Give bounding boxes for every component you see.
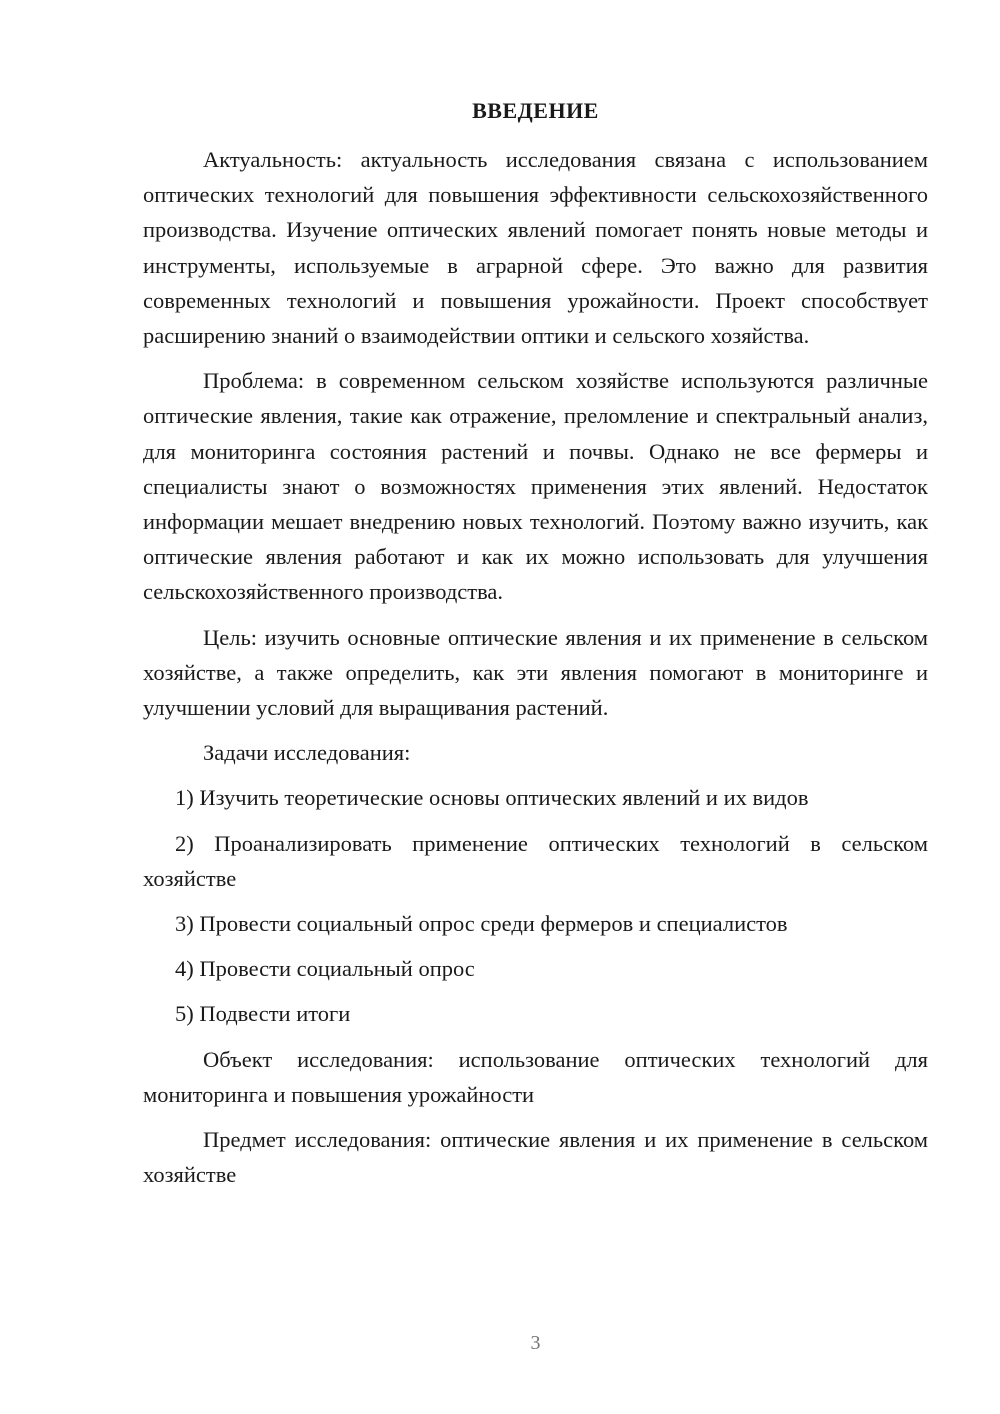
paragraph-goal: Цель: изучить основные оптические явления и их применение в сельском хозяйстве, а также определить, как эти явления помогают в мониторинге и улучшении условий для выращивания растений. xyxy=(143,624,928,721)
paragraph-relevance: Актуальность: актуальность исследования связана с использованием оптических технологий для повышения эффективности сельскохозяйственного производства. Изучение оптических явлений помогает понять новые методы и инструменты, используемые в аграрной сфере. Это важно для развития современных технологий и повышения урожайности. Проект способствует расширению знаний о взаимодействии оптики и сельского хозяйства. xyxy=(143,147,928,349)
paragraph-object: Объект исследования: использование оптических технологий для мониторинга и повышения урожайности xyxy=(143,1046,928,1107)
task-item-4: 4) Провести социальный опрос xyxy=(175,956,475,982)
tasks-heading: Задачи исследования: xyxy=(203,740,411,766)
page-title: ВВЕДЕНИЕ xyxy=(472,98,599,123)
document-body xyxy=(143,142,928,1202)
paragraph-problem: Проблема: в современном сельском хозяйстве используются различные оптические явления, такие как отражение, преломление и спектральный анализ, для мониторинга состояния растений и почвы. Однако не все фермеры и специалисты знают о возможностях применения этих явлений. Недостаток информации мешает внедрению новых технологий. Поэтому важно изучить, как оптические явления работают и как их можно использовать для улучшения сельскохозяйственного производства. xyxy=(143,368,928,605)
paragraph-subject: Предмет исследования: оптические явления и их применение в сельском хозяйстве xyxy=(143,1127,928,1188)
task-item-1: 1) Изучить теоретические основы оптических явлений и их видов xyxy=(175,785,809,811)
task-item-2: 2) Проанализировать применение оптических технологий в сельском хозяйстве xyxy=(143,830,928,891)
document-page xyxy=(143,0,928,1414)
page-number: 3 xyxy=(530,1332,541,1354)
task-item-5: 5) Подвести итоги xyxy=(175,1001,351,1027)
task-item-3: 3) Провести социальный опрос среди фермеров и специалистов xyxy=(175,911,788,937)
